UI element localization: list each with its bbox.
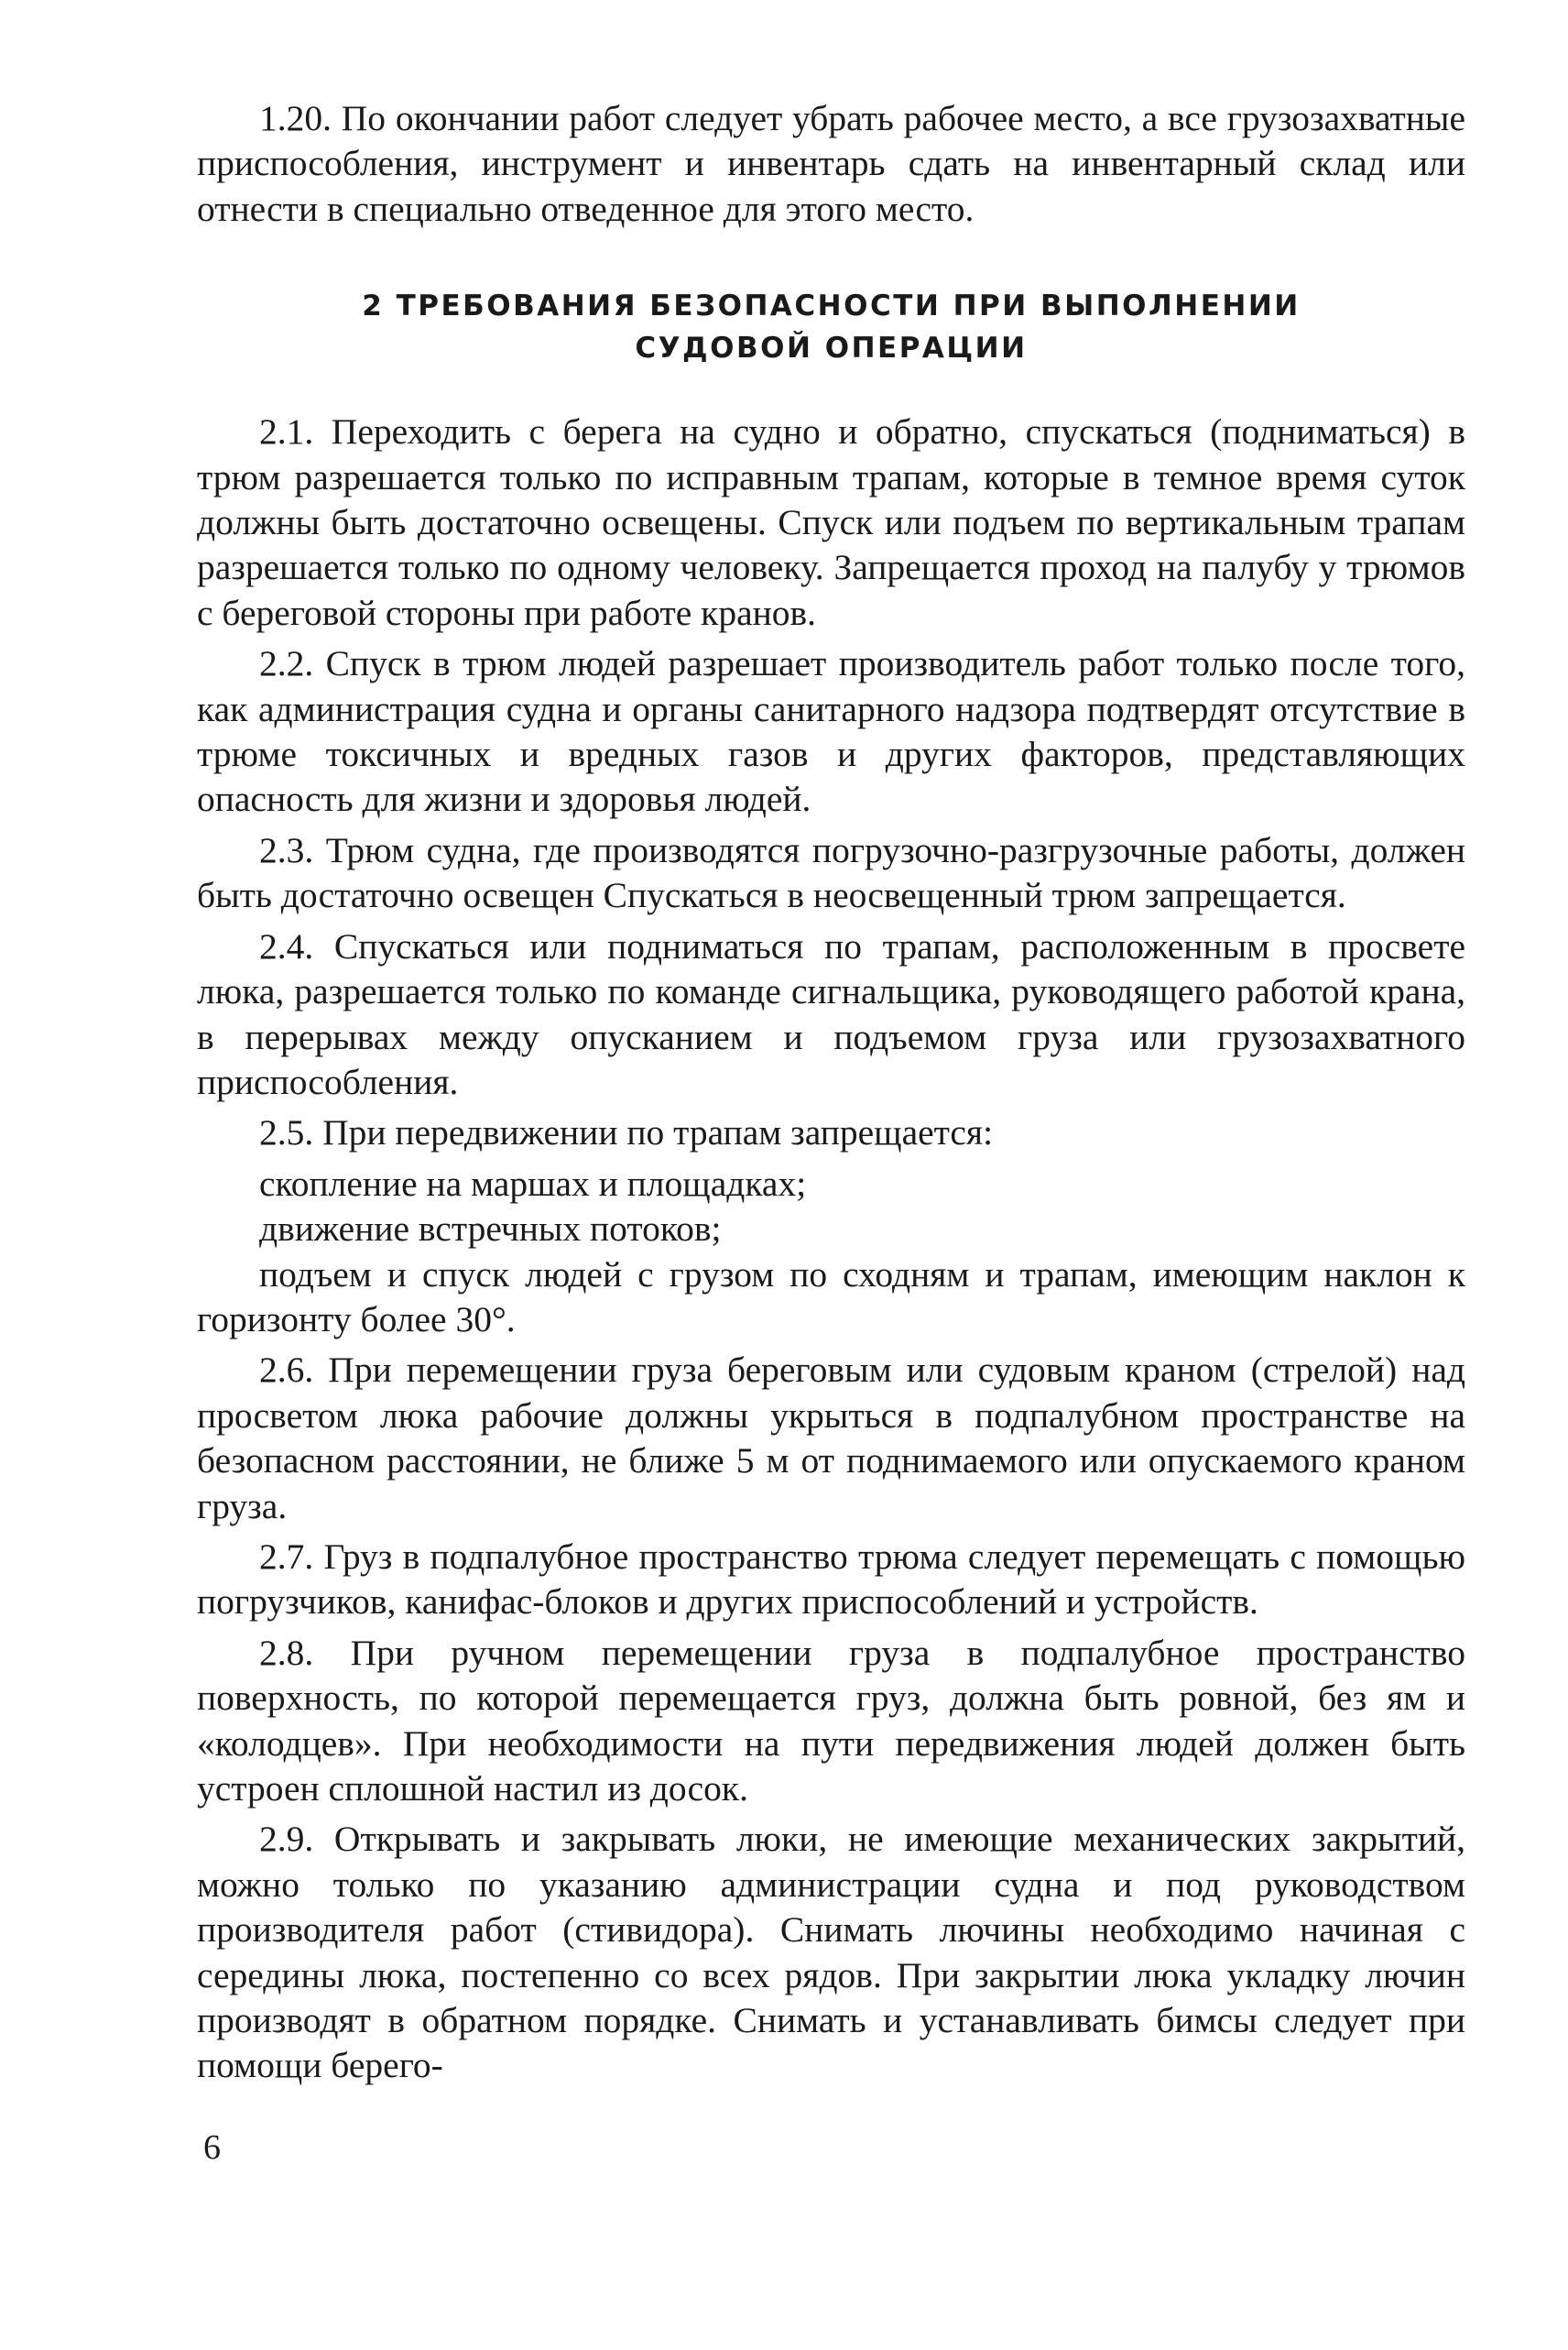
paragraph-2-1: 2.1. Переходить с берега на судно и обратно, спускаться (подниматься) в трюм разрешается только по исправным трапам, которые в темное время суток должны быть достаточно освещены. Спуск или подъем по вертикальным трапам разрешается только по одному человеку. Запрещается проход на палубу у трюмов с береговой стороны при работе кранов. — [197, 411, 1465, 633]
page-number: 6 — [203, 2128, 221, 2167]
document-page — [197, 96, 1465, 2089]
section-title-line-2: СУДОВОЙ ОПЕРАЦИИ — [635, 332, 1028, 366]
list-item: скопление на маршах и площадках; — [259, 1163, 807, 1204]
paragraph-2-4: 2.4. Спускаться или подниматься по трапам, расположенным в просвете люка, разрешается только по команде сигнальщика, руководящего работой крана, в перерывах между опусканием и подъемом груза или грузозахватного приспособления. — [197, 925, 1465, 1102]
list-item: подъем и спуск людей с грузом по сходням и трапам, имеющим наклон к горизонту более 30°. — [197, 1253, 1465, 1339]
paragraph-2-6: 2.6. При перемещении груза береговым или судовым краном (стрелой) над просветом люка рабочие должны укрыться в подпалубном пространстве на безопасном расстоянии, не ближе 5 м от поднимаемого или опускаемого краном груза. — [197, 1350, 1465, 1526]
section-title-line-1: 2 ТРЕБОВАНИЯ БЕЗОПАСНОСТИ ПРИ ВЫПОЛНЕНИИ — [362, 290, 1301, 323]
paragraph-2-9: 2.9. Открывать и закрывать люки, не имеющие механических закрытий, можно только по указанию администрации судна и под руководством производителя работ (стивидора). Снимать лючины необходимо начиная с середины люка, постепенно со всех рядов. При закрытии люка укладку лючин производят в обратном порядке. Снимать и устанавливать бимсы следует при помощи берего- — [197, 1819, 1465, 2086]
section-heading — [197, 285, 1465, 369]
list-item: движение встречных потоков; — [259, 1208, 722, 1250]
paragraph-2-3: 2.3. Трюм судна, где производятся погрузочно-разгрузочные работы, должен быть достаточно освещен Спускаться в неосвещенный трюм запрещается. — [197, 829, 1465, 916]
prohibition-list — [197, 1162, 1465, 1343]
paragraph-1-20: 1.20. По окончании работ следует убрать рабочее место, а все грузозахватные приспособления, инструмент и инвентарь сдать на инвентарный склад или отнести в специально отведенное для этого место. — [197, 98, 1465, 229]
paragraph-2-7: 2.7. Груз в подпалубное пространство трюма следует перемещать с помощью погрузчиков, канифас-блоков и других приспособлений и устройств. — [197, 1536, 1465, 1623]
paragraph-2-8: 2.8. При ручном перемещении груза в подпалубное пространство поверхность, по которой перемещается груз, должна быть ровной, без ям и «колодцев». При необходимости на пути передвижения людей должен быть устроен сплошной настил из досок. — [197, 1632, 1465, 1809]
paragraph-2-5: 2.5. При передвижении по трапам запрещается: — [259, 1112, 994, 1153]
paragraph-2-2: 2.2. Спуск в трюм людей разрешает производитель работ только после того, как администрация судна и органы санитарного надзора подтвердят отсутствие в трюме токсичных и вредных газов и других факторов, представляющих опасность для жизни и здоровья людей. — [197, 643, 1465, 820]
